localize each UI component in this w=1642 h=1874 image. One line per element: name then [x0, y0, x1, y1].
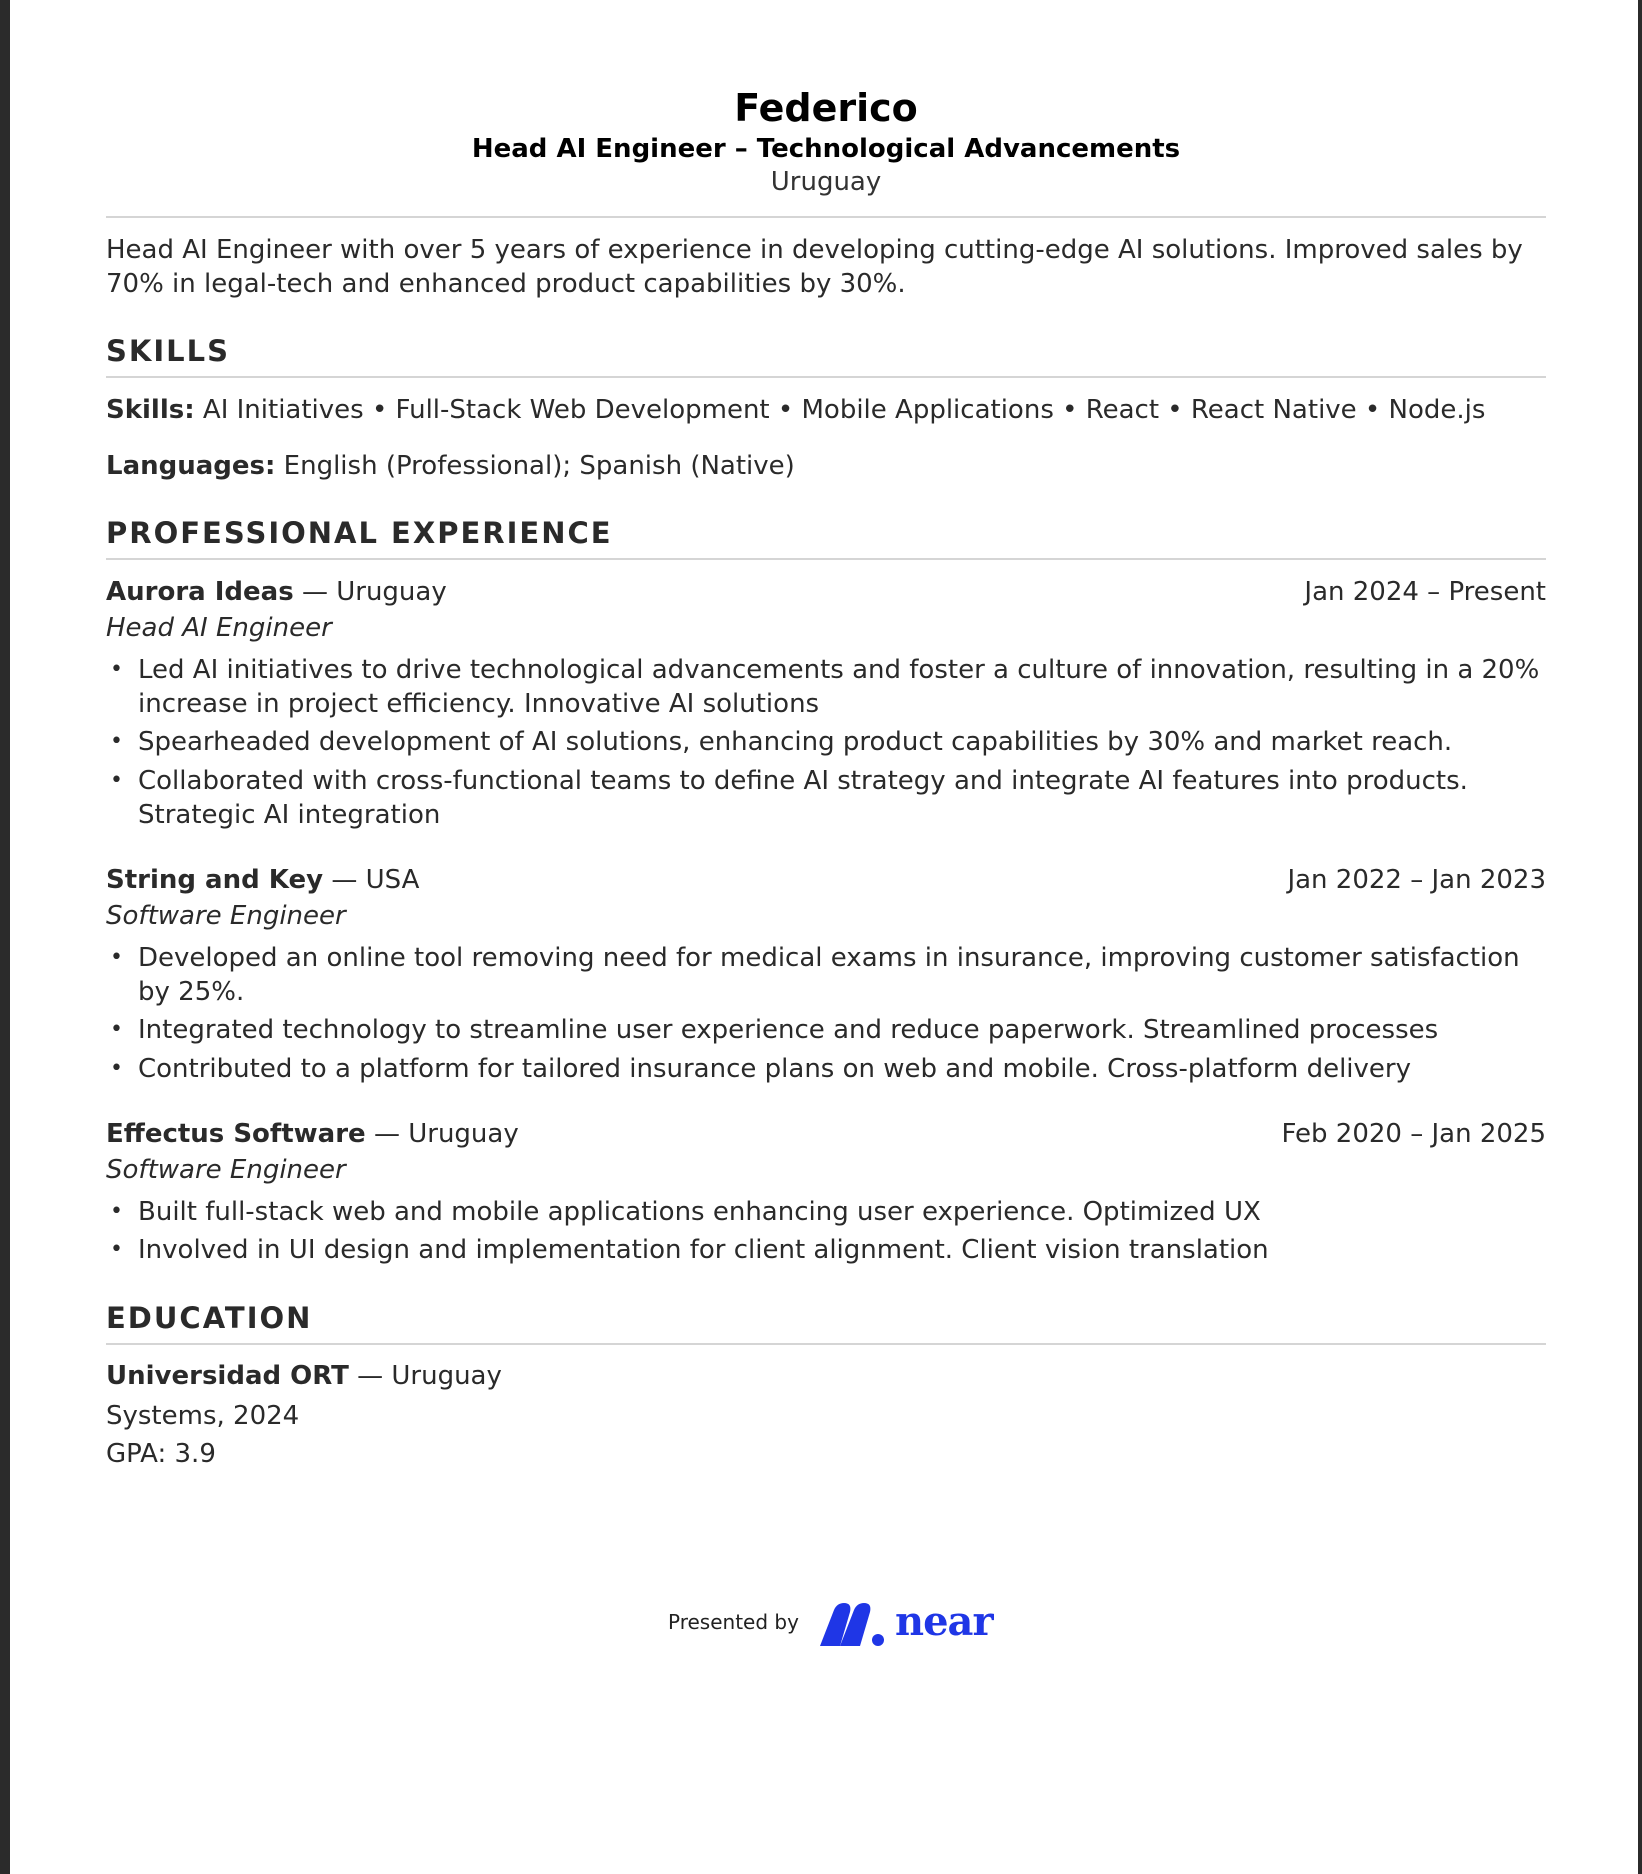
job-dates: Feb 2020 – Jan 2025 — [1281, 1119, 1546, 1149]
education-section-title: EDUCATION — [106, 1301, 313, 1335]
candidate-location: Uruguay — [770, 167, 882, 197]
job-company: Effectus Software — [106, 1119, 366, 1149]
experience-section-title: PROFESSIONAL EXPERIENCE — [106, 516, 613, 550]
job-location: — Uruguay — [301, 577, 447, 607]
near-logo-icon — [810, 1600, 890, 1650]
list-item: • Led AI initiatives to drive technological advancements and foster a culture of innovation, resulting in a 20% increase in project efficiency. Innovative AI solutions — [106, 653, 1546, 721]
skills-label: Skills: — [106, 395, 195, 425]
job-location: — Uruguay — [373, 1119, 519, 1149]
job-dates: Jan 2024 – Present — [1304, 577, 1546, 607]
list-item: • Integrated technology to streamline user experience and reduce paperwork. Streamlined processes — [106, 1013, 1546, 1047]
job-company: Aurora Ideas — [106, 577, 294, 607]
skills-section-title: SKILLS — [106, 334, 230, 368]
list-item: • Developed an online tool removing need for medical exams in insurance, improving customer satisfaction by 25%. — [106, 941, 1546, 1009]
resume-header — [106, 84, 1546, 198]
resume-page — [10, 0, 1638, 1874]
skills-divider — [106, 376, 1546, 378]
job-role: Head AI Engineer — [106, 613, 332, 643]
list-item: • Contributed to a platform for tailored insurance plans on web and mobile. Cross-platform delivery — [106, 1052, 1546, 1086]
summary-text: Head AI Engineer with over 5 years of experience in developing cutting-edge AI solutions. Improved sales by 70% in legal-tech and enhanced product capabilities by 30%. — [106, 235, 1523, 299]
experience-divider — [106, 558, 1546, 560]
job-bullets — [106, 1195, 1546, 1267]
job-location: — USA — [331, 865, 420, 895]
job-company: String and Key — [106, 865, 324, 895]
languages-line — [106, 449, 1546, 483]
near-logo-text: near — [895, 1598, 993, 1645]
education-divider — [106, 1343, 1546, 1345]
skills-value: AI Initiatives • Full-Stack Web Development • Mobile Applications • React • React Native • Node.js — [202, 395, 1486, 425]
education-degree: Systems, 2024 — [106, 1401, 300, 1431]
education-header — [106, 1359, 1546, 1393]
skills-line — [106, 393, 1546, 427]
list-item: • Collaborated with cross-functional teams to define AI strategy and integrate AI features into products. Strategic AI integration — [106, 764, 1546, 832]
candidate-name: Federico — [734, 86, 918, 130]
job-bullets — [106, 653, 1546, 832]
education-location: — Uruguay — [357, 1361, 502, 1391]
education-gpa: GPA: 3.9 — [106, 1439, 216, 1469]
header-divider — [106, 216, 1546, 218]
languages-label: Languages: — [106, 451, 276, 481]
list-item: • Built full-stack web and mobile applications enhancing user experience. Optimized UX — [106, 1195, 1546, 1229]
education-school: Universidad ORT — [106, 1361, 349, 1391]
footer — [10, 1596, 1638, 1656]
list-item: • Spearheaded development of AI solutions, enhancing product capabilities by 30% and market reach. — [106, 725, 1546, 759]
presented-by-text: Presented by — [668, 1610, 799, 1634]
list-item: • Involved in UI design and implementation for client alignment. Client vision translation — [106, 1233, 1546, 1267]
job-role: Software Engineer — [106, 901, 346, 931]
job-role: Software Engineer — [106, 1155, 346, 1185]
candidate-headline: Head AI Engineer – Technological Advancements — [471, 134, 1181, 164]
job-dates: Jan 2022 – Jan 2023 — [1287, 865, 1546, 895]
languages-value: English (Professional); Spanish (Native) — [283, 451, 795, 481]
job-bullets — [106, 941, 1546, 1086]
